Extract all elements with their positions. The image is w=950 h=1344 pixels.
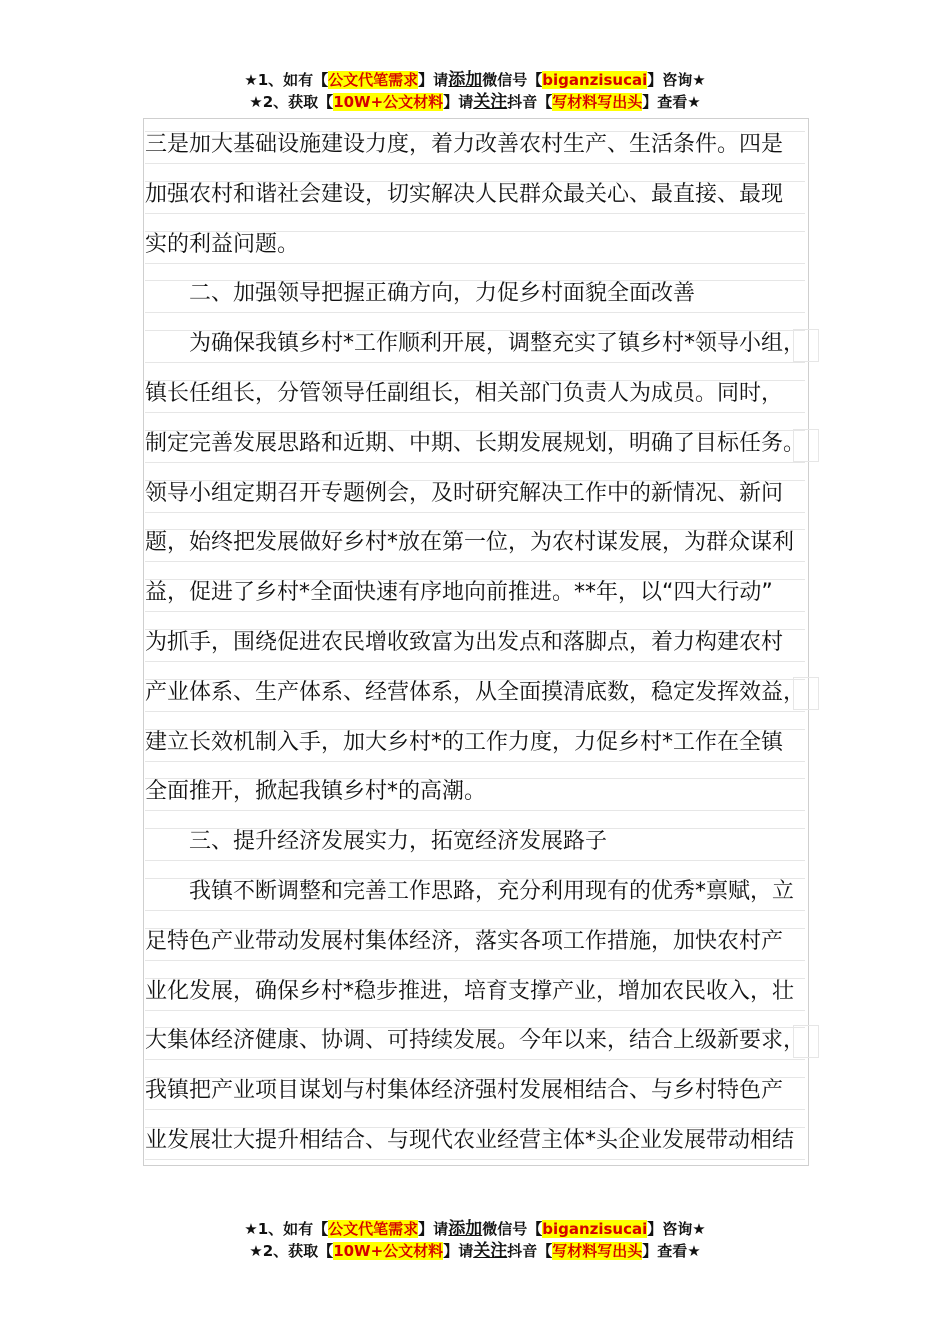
text-line: 业化发展，确保乡村*稳步推进，培育支撑产业，增加农民收入，壮	[145, 967, 805, 1017]
section-heading: 三、提升经济发展实力，拓宽经济发展路子	[145, 817, 805, 867]
highlight-text: 10W+公文材料	[333, 1242, 444, 1260]
document-body	[145, 120, 805, 1166]
banner-line-2: ★2、获取【10W+公文材料】请关注抖音【写材料写出头】查看★	[249, 92, 701, 112]
text-line: 三是加大基础设施建设力度，着力改善农村生产、生活条件。四是	[145, 120, 805, 170]
margin-mark	[793, 429, 819, 462]
text-line: 业发展壮大提升相结合、与现代农业经营主体*头企业发展带动相结	[145, 1116, 805, 1166]
margin-mark	[793, 329, 819, 362]
highlight-text: 公文代笔需求	[328, 1220, 419, 1238]
footer-banner	[0, 1218, 950, 1262]
underlined-text: 关注	[473, 1241, 508, 1261]
text-line: 我镇把产业项目谋划与村集体经济强村发展相结合、与乡村特色产	[145, 1066, 805, 1116]
text-line: 足特色产业带动发展村集体经济，落实各项工作措施，加快农村产	[145, 917, 805, 967]
underlined-text: 关注	[473, 92, 508, 112]
section-heading: 二、加强领导把握正确方向，力促乡村面貌全面改善	[145, 269, 805, 319]
text-line: 大集体经济健康、协调、可持续发展。今年以来，结合上级新要求，	[145, 1016, 805, 1066]
text-line: 加强农村和谐社会建设，切实解决人民群众最关心、最直接、最现	[145, 170, 805, 220]
wechat-id: biganzisucai	[542, 71, 648, 89]
wechat-id: biganzisucai	[542, 1220, 648, 1238]
text-line: 为确保我镇乡村*工作顺利开展，调整充实了镇乡村*领导小组，	[145, 319, 805, 369]
margin-mark	[793, 1025, 819, 1058]
text-line: 镇长任组长，分管领导任副组长，相关部门负责人为成员。同时，	[145, 369, 805, 419]
text-line: 益，促进了乡村*全面快速有序地向前推进。**年，以“四大行动”	[145, 568, 805, 618]
margin-mark	[793, 677, 819, 710]
text-line: 全面推开，掀起我镇乡村*的高潮。	[145, 767, 805, 817]
douyin-account: 写材料写出头	[552, 1242, 643, 1260]
text-line: 题，始终把发展做好乡村*放在第一位，为农村谋发展，为群众谋利	[145, 518, 805, 568]
text-line: 我镇不断调整和完善工作思路，充分利用现有的优秀*禀赋，立	[145, 867, 805, 917]
text-line: 为抓手，围绕促进农民增收致富为出发点和落脚点，着力构建农村	[145, 618, 805, 668]
header-banner	[0, 69, 950, 113]
text-line: 实的利益问题。	[145, 220, 805, 270]
banner-line-1: ★1、如有【公文代笔需求】请添加微信号【biganzisucai】咨询★	[244, 1219, 706, 1239]
banner-line-1: ★1、如有【公文代笔需求】请添加微信号【biganzisucai】咨询★	[244, 70, 706, 90]
text-line: 建立长效机制入手，加大乡村*的工作力度，力促乡村*工作在全镇	[145, 718, 805, 768]
text-line: 产业体系、生产体系、经营体系，从全面摸清底数，稳定发挥效益，	[145, 668, 805, 718]
text-line: 领导小组定期召开专题例会，及时研究解决工作中的新情况、新问	[145, 469, 805, 519]
banner-line-2: ★2、获取【10W+公文材料】请关注抖音【写材料写出头】查看★	[249, 1241, 701, 1261]
text-line: 制定完善发展思路和近期、中期、长期发展规划，明确了目标任务。	[145, 419, 805, 469]
underlined-text: 添加	[448, 70, 483, 90]
douyin-account: 写材料写出头	[552, 93, 643, 111]
underlined-text: 添加	[448, 1219, 483, 1239]
highlight-text: 10W+公文材料	[333, 93, 444, 111]
highlight-text: 公文代笔需求	[328, 71, 419, 89]
